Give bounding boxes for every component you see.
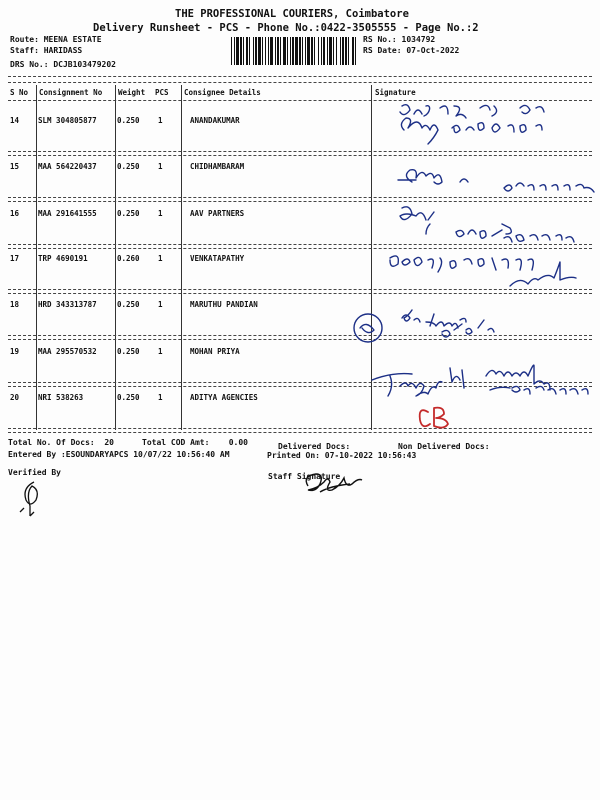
col-pcs: PCS bbox=[155, 88, 169, 97]
row-consignee: ANANDAKUMAR bbox=[190, 116, 240, 125]
row-consignee: MARUTHU PANDIAN bbox=[190, 300, 258, 309]
row-consignee: ADITYA AGENCIES bbox=[190, 393, 258, 402]
row-consignee: MOHAN PRIYA bbox=[190, 347, 240, 356]
col-signature: Signature bbox=[375, 88, 416, 97]
row-pcs: 1 bbox=[158, 116, 163, 125]
row-weight: 0.250 bbox=[117, 393, 140, 402]
staff-signature-label: Staff Signature bbox=[268, 472, 341, 481]
divider bbox=[8, 432, 592, 433]
staff-label: Staff: HARIDASS bbox=[10, 46, 83, 55]
row-sno: 19 bbox=[10, 347, 20, 356]
non-delivered-docs: Non Delivered Docs: bbox=[398, 442, 490, 451]
row-consignment: HRD 343313787 bbox=[38, 300, 97, 309]
row-weight: 0.250 bbox=[117, 116, 140, 125]
staff-signature bbox=[300, 466, 370, 498]
row-consignee: AAV PARTNERS bbox=[190, 209, 245, 218]
row-consignment: SLM 304805877 bbox=[38, 116, 97, 125]
total-cod: Total COD Amt: 0.00 bbox=[142, 438, 248, 447]
signature-ink bbox=[370, 100, 600, 430]
row-pcs: 1 bbox=[158, 162, 163, 171]
company-title: THE PROFESSIONAL COURIERS, Coimbatore bbox=[175, 8, 409, 20]
row-weight: 0.250 bbox=[117, 162, 140, 171]
verified-by-label: Verified By bbox=[8, 468, 61, 477]
row-sno: 17 bbox=[10, 254, 20, 263]
total-docs: Total No. Of Docs: 20 bbox=[8, 438, 114, 447]
row-consignment: TRP 4690191 bbox=[38, 254, 88, 263]
divider bbox=[8, 76, 592, 77]
row-pcs: 1 bbox=[158, 209, 163, 218]
row-pcs: 1 bbox=[158, 254, 163, 263]
row-pcs: 1 bbox=[158, 347, 163, 356]
col-consignment: Consignment No bbox=[39, 88, 103, 97]
row-consignment: MAA 295570532 bbox=[38, 347, 97, 356]
col-weight: Weight bbox=[118, 88, 146, 97]
row-consignee: VENKATAPATHY bbox=[190, 254, 245, 263]
column-rule bbox=[181, 85, 182, 430]
row-sno: 18 bbox=[10, 300, 20, 309]
row-sno: 15 bbox=[10, 162, 20, 171]
row-weight: 0.260 bbox=[117, 254, 140, 263]
column-rule bbox=[36, 85, 37, 430]
drs-number: DRS No.: DCJB103479202 bbox=[10, 60, 116, 69]
rs-number: RS No.: 1034792 bbox=[363, 35, 436, 44]
row-sno: 14 bbox=[10, 116, 20, 125]
col-consignee: Consignee Details bbox=[184, 88, 261, 97]
col-sno: S No bbox=[10, 88, 29, 97]
rs-date: RS Date: 07-Oct-2022 bbox=[363, 46, 460, 55]
divider bbox=[8, 82, 592, 83]
row-pcs: 1 bbox=[158, 393, 163, 402]
row-sno: 20 bbox=[10, 393, 20, 402]
verifier-signature bbox=[14, 478, 54, 518]
row-weight: 0.250 bbox=[117, 347, 140, 356]
row-sno: 16 bbox=[10, 209, 20, 218]
runsheet-subtitle: Delivery Runsheet - PCS - Phone No.:0422-3505555 - Page No.:2 bbox=[93, 22, 479, 34]
row-consignment: NRI 538263 bbox=[38, 393, 84, 402]
row-pcs: 1 bbox=[158, 300, 163, 309]
row-consignee: CHIDHAMBARAM bbox=[190, 162, 245, 171]
row-consignment: MAA 564220437 bbox=[38, 162, 97, 171]
column-rule bbox=[115, 85, 116, 430]
entered-by: Entered By :ESOUNDARYAPCS 10/07/22 10:56:40 AM bbox=[8, 450, 230, 459]
printed-on: Printed On: 07-10-2022 10:56:43 bbox=[267, 451, 417, 460]
row-consignment: MAA 291641555 bbox=[38, 209, 97, 218]
delivered-docs: Delivered Docs: bbox=[278, 442, 351, 451]
route-label: Route: MEENA ESTATE bbox=[10, 35, 102, 44]
barcode bbox=[231, 37, 357, 65]
row-weight: 0.250 bbox=[117, 300, 140, 309]
row-weight: 0.250 bbox=[117, 209, 140, 218]
